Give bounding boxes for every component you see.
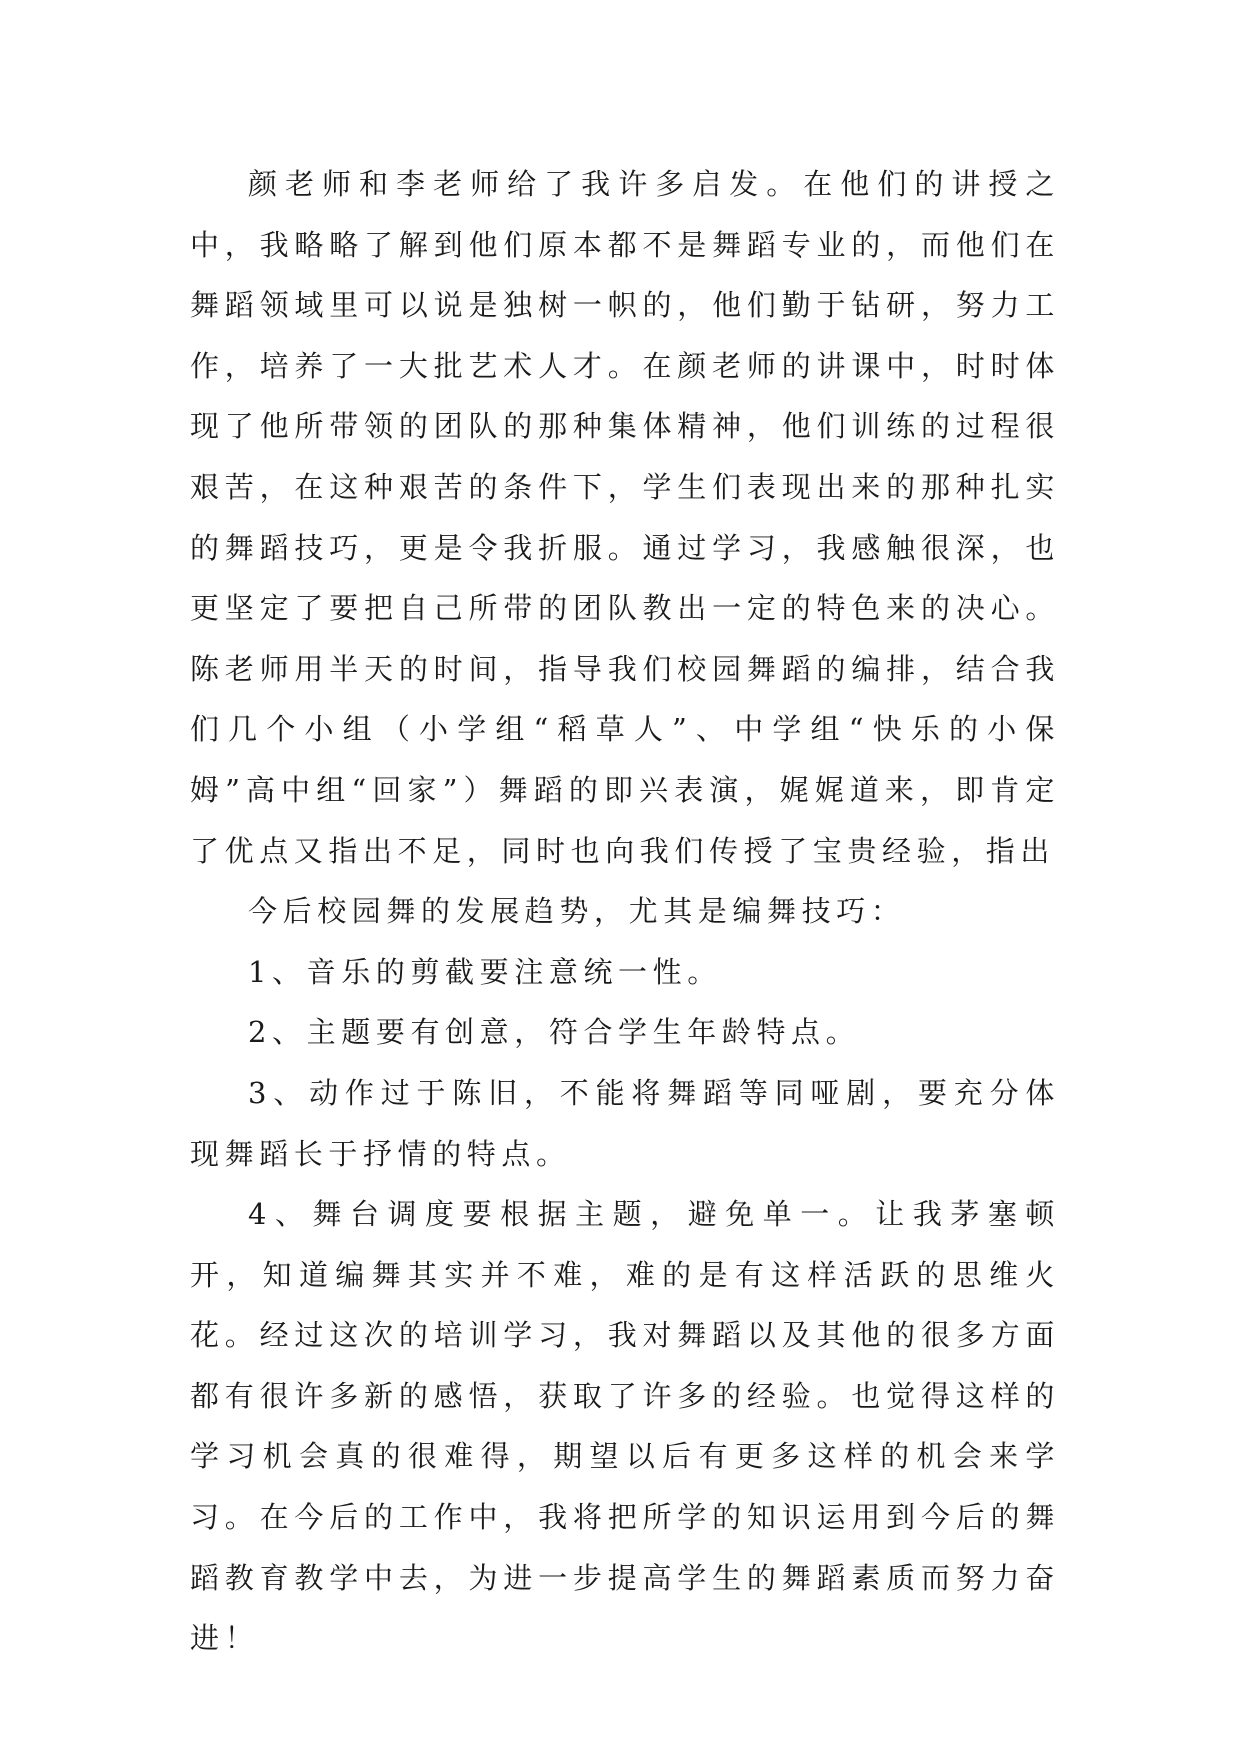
list-item-stage-blocking: 4、舞台调度要根据主题，避免单一。让我茅塞顿开，知道编舞其实并不难，难的是有这样活跃的思维火花。经过这次的培训学习，我对舞蹈以及其他的很多方面都有很许多新的感悟，获取了许多的经验。也觉得这样的学习机会真的很难得，期望以后有更多这样的机会来学习。在今后的工作中，我将把所学的知识运用到今后的舞蹈教育教学中去，为进一步提高学生的舞蹈素质而努力奋进！ — [190, 1197, 1060, 1656]
paragraph-teachers-inspiration: 颜老师和李老师给了我许多启发。在他们的讲授之中，我略略了解到他们原本都不是舞蹈专业的，而他们在舞蹈领域里可以说是独树一帜的，他们勤于钻研，努力工作，培养了一大批艺术人才。在颜老师的讲课中，时时体现了他所带领的团队的那种集体精神，他们训练的过程很艰苦，在这种艰苦的条件下，学生们表现出来的那种扎实的舞蹈技巧，更是令我折服。通过学习，我感触很深，也更坚定了要把自己所带的团队教出一定的特色来的决心。陈老师用半天的时间，指导我们校园舞蹈的编排，结合我们几个小组（小学组“稻草人”、中学组“快乐的小保姆”高中组“回家”）舞蹈的即兴表演，娓娓道来，即肯定了优点又指出不足，同时也向我们传授了宝贵经验，指出 — [190, 167, 1060, 868]
document-body — [190, 154, 1060, 1669]
list-item-movement: 3、动作过于陈旧，不能将舞蹈等同哑剧，要充分体现舞蹈长于抒情的特点。 — [190, 1075, 1060, 1171]
paragraph-choreography-intro: 今后校园舞的发展趋势，尤其是编舞技巧： — [248, 894, 906, 929]
list-item-theme-creativity: 2、主题要有创意，符合学生年龄特点。 — [248, 1015, 861, 1050]
list-item-music-editing: 1、音乐的剪截要注意统一性。 — [248, 954, 722, 989]
